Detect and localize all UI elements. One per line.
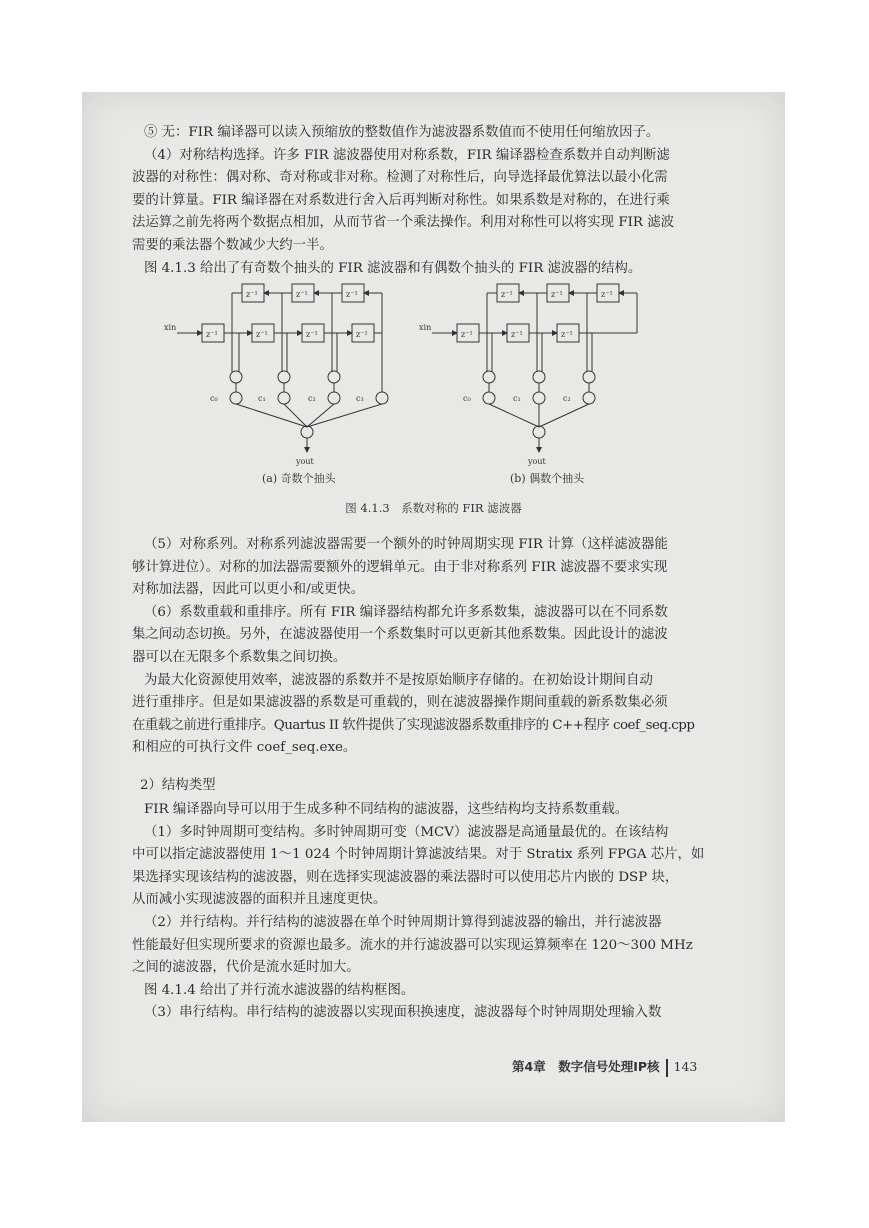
text-line: （4）对称结构选择。许多 FIR 滤波器使用对称系数，FIR 编译器检查系数并自动判断滤 bbox=[144, 147, 670, 163]
text-line: 果选择实现该结构的滤波器，则在选择实现滤波器的乘法器时可以使用芯片内嵌的 DSP 块， bbox=[132, 869, 679, 885]
text-line: 性能最好但实现所要求的资源也最多。流水的并行滤波器可以实现运算频率在 120～300 MHz bbox=[132, 937, 693, 953]
fir-filter-figure bbox=[82, 92, 785, 522]
zinv-label: z⁻¹ bbox=[306, 330, 318, 339]
text-line: 对称加法器，因此可以更小和/或更快。 bbox=[132, 582, 365, 598]
text-line: （3）串行结构。串行结构的滤波器以实现面积换速度，滤波器每个时钟周期处理输入数 bbox=[144, 1005, 662, 1021]
text-line: 图 4.1.4 给出了并行流水滤波器的结构框图。 bbox=[144, 982, 415, 998]
text-line: 集之间动态切换。另外，在滤波器使用一个系数集时可以更新其他系数集。因此设计的滤波 bbox=[132, 627, 668, 643]
coef-label: c₂ bbox=[563, 394, 571, 403]
zinv-label: z⁻¹ bbox=[246, 290, 258, 299]
text-line: （5）对称系列。对称系列滤波器需要一个额外的时钟周期实现 FIR 计算（这样滤波器能 bbox=[144, 537, 668, 552]
zinv-label: z⁻¹ bbox=[501, 290, 513, 299]
text-line: （6）系数重载和重排序。所有 FIR 编译器结构都允许多系数集，滤波器可以在不同系数 bbox=[144, 604, 668, 620]
text-line: 中可以指定滤波器使用 1～1 024 个时钟周期计算滤波结果。对于 Stratix 系列 FPGA 芯片，如 bbox=[132, 847, 705, 863]
zinv-label: z⁻¹ bbox=[206, 330, 218, 339]
coef-label: c₁ bbox=[258, 394, 266, 403]
zinv-label: z⁻¹ bbox=[601, 290, 613, 299]
page-footer bbox=[512, 1057, 697, 1077]
zinv-label: z⁻¹ bbox=[296, 290, 308, 299]
book-page bbox=[82, 92, 785, 1122]
caption-a: (a) 奇数个抽头 bbox=[262, 472, 336, 485]
zinv-label: z⁻¹ bbox=[356, 330, 368, 339]
xin-label-a: xin bbox=[164, 323, 177, 332]
text-line: 进行重排序。但是如果滤波器的系数是可重载的，则在滤波器操作期间重载的新系数集必须 bbox=[132, 695, 668, 711]
text-line: 图 4.1.3 给出了有奇数个抽头的 FIR 滤波器和有偶数个抽头的 FIR 滤波器的结构。 bbox=[144, 260, 642, 276]
text-line: 为最大化资源使用效率，滤波器的系数并不是按原始顺序存储的。在初始设计期间自动 bbox=[144, 672, 653, 688]
text-line: ⑤ 无：FIR 编译器可以读入预缩放的整数值作为滤波器系数值而不使用任何缩放因子。 bbox=[144, 125, 660, 140]
section-heading: 2）结构类型 bbox=[140, 778, 216, 793]
zinv-label: z⁻¹ bbox=[346, 290, 358, 299]
coef-label: c₃ bbox=[356, 394, 364, 403]
caption-b: (b) 偶数个抽头 bbox=[510, 472, 585, 485]
xin-label-b: xin bbox=[419, 323, 432, 332]
text-line: （1）多时钟周期可变结构。多时钟周期可变（MCV）滤波器是高通量最优的。在该结构 bbox=[144, 824, 669, 840]
chapter-title: 第4章 数字信号处理IP核 bbox=[512, 1059, 660, 1074]
text-line: FIR 编译器向导可以用于生成多种不同结构的滤波器，这些结构均支持系数重载。 bbox=[144, 802, 629, 817]
footer-divider bbox=[666, 1059, 668, 1077]
text-line: 器可以在无限多个系数集之间切换。 bbox=[132, 649, 347, 665]
text-line: 需要的乘法器个数减少大约一半。 bbox=[132, 237, 333, 253]
text-line: 波器的对称性：偶对称、奇对称或非对称。检测了对称性后，向导选择最优算法以最小化需 bbox=[132, 170, 668, 186]
coef-label: c₁ bbox=[513, 394, 521, 403]
text-line: 从而减小实现滤波器的面积并且速度更快。 bbox=[132, 892, 387, 908]
text-line: （2）并行结构。并行结构的滤波器在单个时钟周期计算得到滤波器的输出，并行滤波器 bbox=[144, 914, 662, 930]
page-number: 143 bbox=[673, 1059, 698, 1074]
zinv-label: z⁻¹ bbox=[511, 330, 523, 339]
yout-label-b: yout bbox=[528, 457, 546, 466]
yout-label-a: yout bbox=[296, 457, 314, 466]
zinv-label: z⁻¹ bbox=[551, 290, 563, 299]
text-line: 之间的滤波器，代价是流水延时加大。 bbox=[132, 960, 360, 976]
coef-label: c₀ bbox=[463, 394, 471, 403]
text-line: 法运算之前先将两个数据点相加，从而节省一个乘法操作。利用对称性可以将实现 FIR 滤波 bbox=[132, 215, 675, 231]
zinv-label: z⁻¹ bbox=[256, 330, 268, 339]
coef-label: c₀ bbox=[210, 394, 218, 403]
body-text-block bbox=[132, 534, 732, 760]
lower-text-block bbox=[132, 799, 732, 1025]
coef-label: c₂ bbox=[308, 394, 316, 403]
text-line: 在重载之前进行重排序。Quartus II 软件提供了实现滤波器系数重排序的 C++程序 coef_seq.cpp bbox=[132, 717, 695, 733]
text-line: 够计算进位）。对称的加法器需要额外的逻辑单元。由于非对称系列 FIR 滤波器不要求实现 bbox=[132, 559, 668, 575]
figure-title: 图 4.1.3 系数对称的 FIR 滤波器 bbox=[345, 501, 522, 515]
zinv-label: z⁻¹ bbox=[461, 330, 473, 339]
text-line: 和相应的可执行文件 coef_seq.exe。 bbox=[132, 740, 357, 756]
text-line: 要的计算量。FIR 编译器在对系数进行舍入后再判断对称性。如果系数是对称的，在进行乘 bbox=[132, 192, 670, 208]
zinv-label: z⁻¹ bbox=[561, 330, 573, 339]
